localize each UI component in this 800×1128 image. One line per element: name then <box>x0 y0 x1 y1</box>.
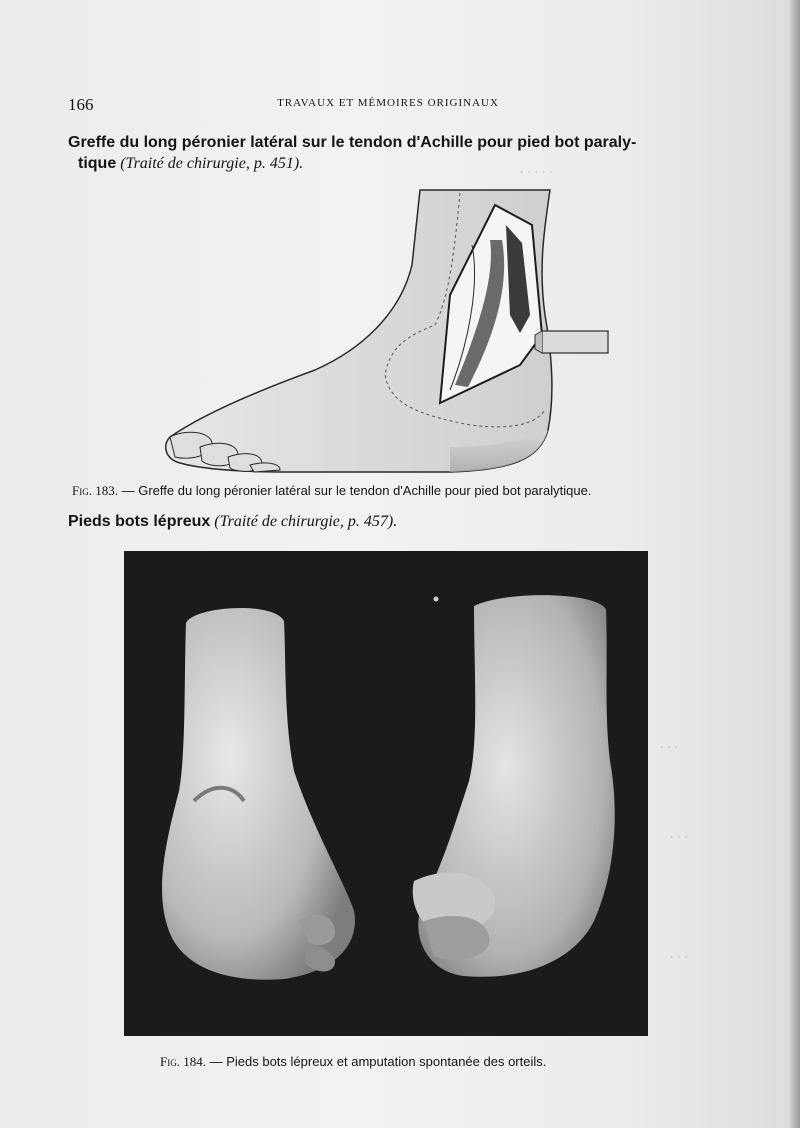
bleed-through: · · · <box>660 740 679 754</box>
page-number: 166 <box>68 95 94 114</box>
figure-184-photograph <box>124 551 648 1036</box>
section-title-line2-wrap <box>68 153 708 174</box>
section2-reference: (Traité de chirurgie, p. 457). <box>214 513 398 530</box>
bleed-through: · · · <box>670 830 689 844</box>
figure-184-caption <box>160 1054 546 1070</box>
section-reference: (Traité de chirurgie, p. 451). <box>120 155 304 172</box>
section2-title: Pieds bots lépreux <box>68 513 211 530</box>
section-title-pieds-bots <box>68 513 397 531</box>
running-head: TRAVAUX ET MÉMOIRES ORIGINAUX <box>277 97 499 109</box>
figure-183-illustration <box>150 185 610 480</box>
figure-184-caption-text: — Pieds bots lépreux et amputation spontanée des orteils. <box>205 1054 547 1069</box>
figure-183-caption-text: — Greffe du long péronier latéral sur le tendon d'Achille pour pied bot paralytique. <box>117 483 592 498</box>
page-header <box>68 95 708 115</box>
bleed-through: · · · · · <box>520 165 554 179</box>
figure-183-label: Fig. 183. <box>72 483 118 498</box>
figure-183-caption <box>72 483 591 499</box>
section-title-line1: Greffe du long péronier latéral sur le tendon d'Achille pour pied bot paraly- <box>68 134 637 151</box>
figure-184-label: Fig. 184. <box>160 1054 206 1069</box>
bleed-through: · · · <box>670 950 689 964</box>
section-title-line2: tique <box>78 155 117 172</box>
page-edge-shadow <box>790 0 800 1128</box>
section-title-greffe <box>68 132 708 174</box>
